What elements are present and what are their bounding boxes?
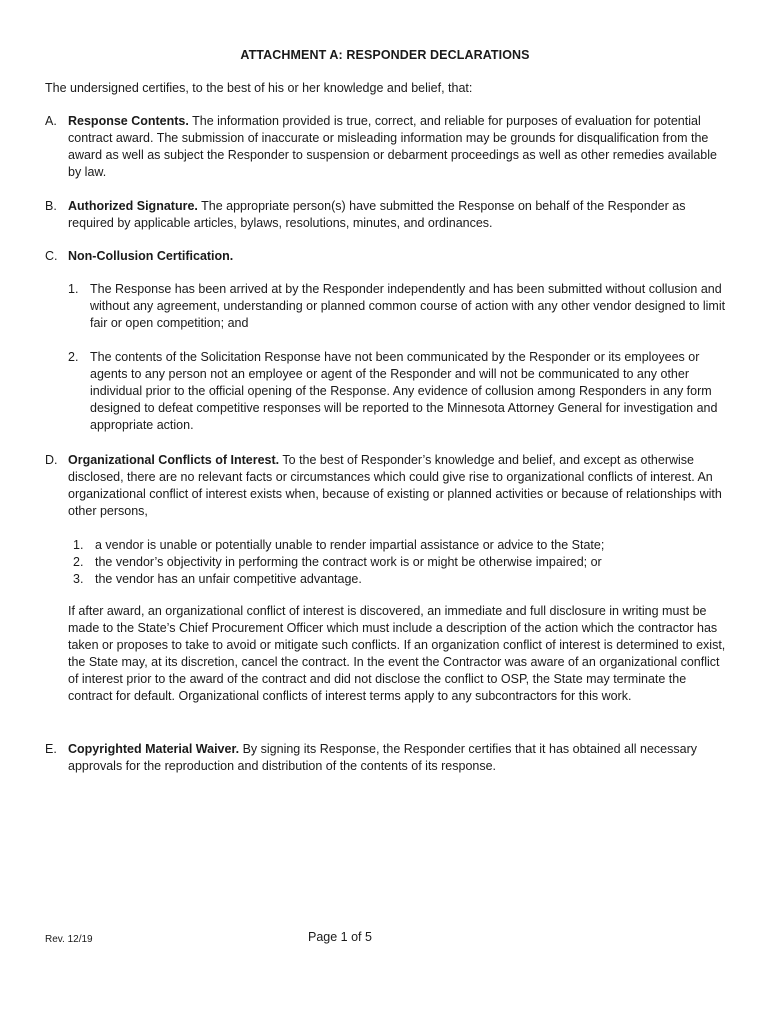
item-text: a vendor is unable or potentially unable to render impartial assistance or advice to the State;	[95, 538, 605, 552]
conflict-paragraph: If after award, an organizational conflict of interest is discovered, an immediate and full disclosure in writing must be made to the State’s Chief Procurement Officer which must include a description of the action which the contractor has taken or proposes to take to avoid or mitigate such conflicts. If an organization conflict of interest is determined to exist, the State may, at its discretion, cancel the contract. In the event the Contractor was aware of an organizational conflict of interest prior to the award of the contract and did not disclose the conflict to OSP, the State may terminate the contract for default. Organizational conflicts of interest terms apply to any subcontractors for this work.	[68, 604, 726, 703]
document-title: ATTACHMENT A: RESPONDER DECLARATIONS	[240, 48, 530, 62]
item-number: 1.	[73, 538, 84, 552]
list-item	[73, 571, 362, 589]
section-d	[45, 452, 725, 520]
item-text: the vendor’s objectivity in performing the contract work is or might be otherwise impaired; or	[95, 555, 602, 569]
section-letter: E.	[45, 742, 57, 756]
list-item	[68, 281, 728, 332]
section-letter: C.	[45, 249, 58, 263]
section-e	[45, 741, 725, 775]
section-text: The information provided is true, correct, and reliable for purposes of evaluation for potential contract award. The submission of inaccurate or misleading information may be grounds for disqualification from the award as well as subject the Responder to suspension or debarment proceedings as well as other remedies available by law.	[68, 114, 717, 179]
item-text: The contents of the Solicitation Response have not been communicated by the Responder or its employees or agents to any person not an employee or agent of the Responder and will not be communicated to any other individual prior to the official opening of the Response. Any evidence of collusion among Responders in any form designed to defeat competitive responses will be reported to the Minnesota Attorney General for investigation and appropriate action.	[90, 350, 718, 432]
section-heading: Copyrighted Material Waiver.	[68, 742, 240, 756]
list-item	[73, 554, 602, 572]
item-number: 2.	[68, 350, 79, 364]
section-text: To the best of Responder’s knowledge and belief, and except as otherwise disclosed, there are no relevant facts or circumstances which could give rise to organizational conflicts of interest. An organizational conflict of interest exists when, because of existing or planned activities or because of relationships with other persons,	[68, 453, 722, 518]
revision-label: Rev. 12/19	[45, 934, 93, 945]
intro-text: The undersigned certifies, to the best of his or her knowledge and belief, that:	[45, 81, 473, 95]
page-number: Page 1 of 5	[308, 930, 372, 944]
section-a	[45, 113, 725, 181]
section-heading: Response Contents.	[68, 114, 189, 128]
list-item	[68, 349, 728, 434]
item-number: 3.	[73, 572, 84, 586]
item-number: 1.	[68, 282, 79, 296]
section-heading: Organizational Conflicts of Interest.	[68, 453, 280, 467]
section-c	[45, 248, 725, 265]
section-heading: Non-Collusion Certification.	[68, 249, 234, 263]
item-text: The Response has been arrived at by the Responder independently and has been submitted without collusion and without any agreement, understanding or planned common course of action with any other vendor designed to limit fair or open competition; and	[90, 282, 726, 330]
section-letter: A.	[45, 114, 57, 128]
item-text: the vendor has an unfair competitive advantage.	[95, 572, 362, 586]
section-b	[45, 198, 725, 232]
item-number: 2.	[73, 555, 84, 569]
section-letter: B.	[45, 199, 57, 213]
section-heading: Authorized Signature.	[68, 199, 198, 213]
list-item	[73, 537, 604, 555]
section-text: By signing its Response, the Responder certifies that it has obtained all necessary approvals for the reproduction and distribution of the contents of its response.	[68, 742, 698, 773]
section-text: The appropriate person(s) have submitted the Response on behalf of the Responder as required by applicable articles, bylaws, resolutions, minutes, and ordinances.	[68, 199, 686, 230]
section-letter: D.	[45, 453, 58, 467]
